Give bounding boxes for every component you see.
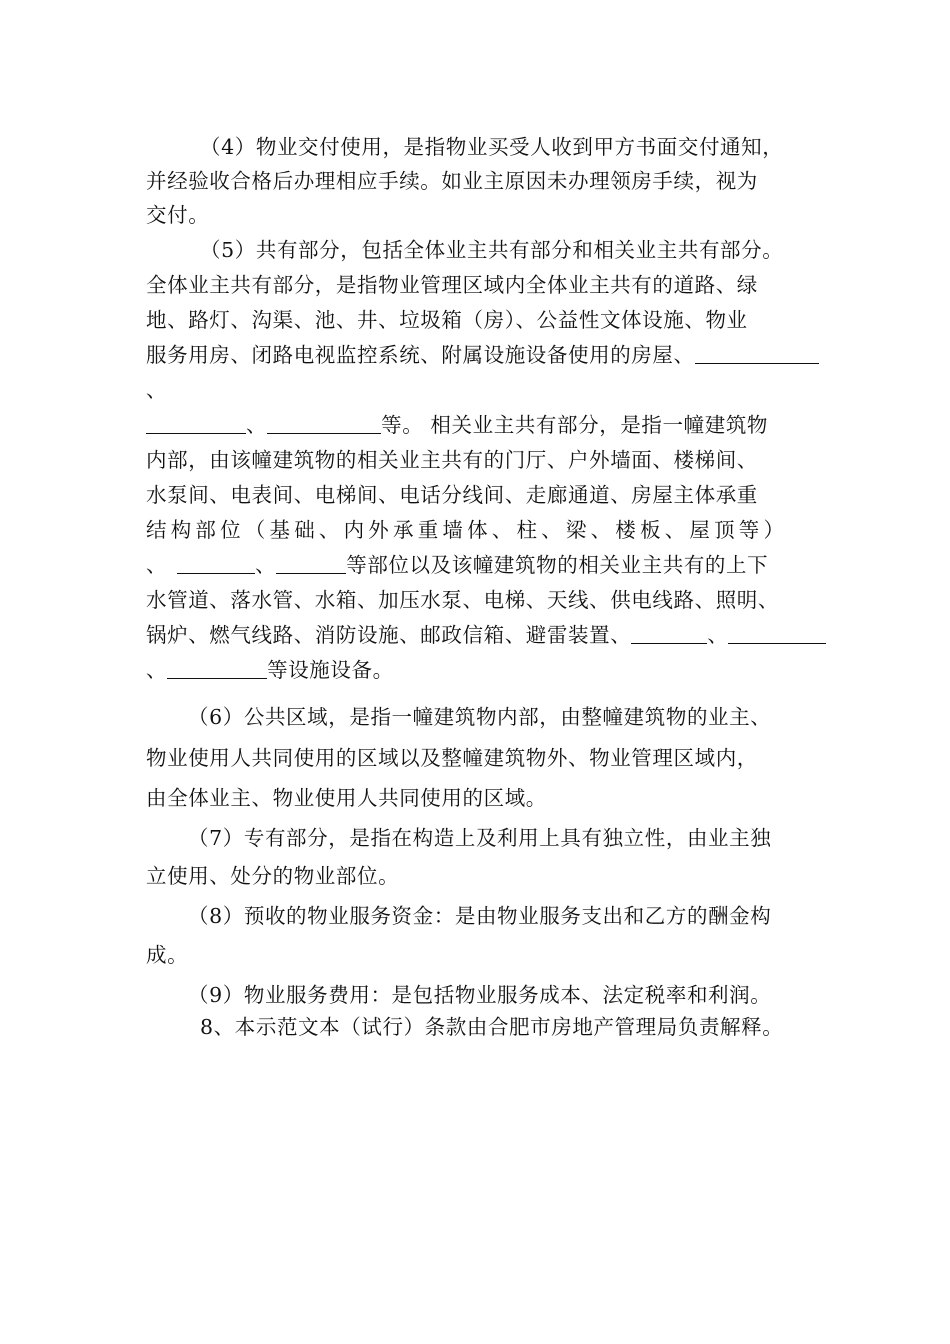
- paragraph-7-line-1: （7）专有部分，是指在构造上及利用上具有独立性，由业主独: [188, 826, 772, 850]
- paragraph-5-line-2: 全体业主共有部分，是指物业管理区域内全体业主共有的道路、绿: [146, 273, 758, 297]
- paragraph-7-line-2: 立使用、处分的物业部位。: [146, 864, 400, 888]
- paragraph-5-line-8: 水泵间、电表间、电梯间、电话分线间、走廊通道、房屋主体承重: [146, 483, 758, 507]
- line-text: 锅炉、燃气线路、消防设施、邮政信箱、避雷装置、: [146, 623, 632, 647]
- paragraph-8-line-1: （8）预收的物业服务资金：是由物业服务支出和乙方的酬金构: [188, 904, 772, 928]
- separator: 、: [255, 553, 277, 577]
- fill-blank[interactable]: [177, 553, 255, 574]
- fill-blank[interactable]: [146, 413, 246, 434]
- fill-blank[interactable]: [631, 623, 707, 644]
- paragraph-5-line-4: [146, 340, 819, 370]
- paragraph-5-line-6: [146, 410, 768, 440]
- paragraph-4-line-1: （4）物业交付使用，是指物业买受人收到甲方书面交付通知，: [200, 135, 784, 159]
- paragraph-5-line-13: [146, 655, 394, 685]
- separator: 、: [146, 553, 168, 577]
- paragraph-5-line-1: （5）共有部分，包括全体业主共有部分和相关业主共有部分。: [200, 238, 784, 262]
- line-text: 等。 相关业主共有部分，是指一幢建筑物: [381, 413, 769, 437]
- paragraph-4-line-3: 交付。: [146, 203, 210, 227]
- paragraph-6-line-3: 由全体业主、物业使用人共同使用的区域。: [146, 786, 547, 810]
- paragraph-5-line-11: 水管道、落水管、水箱、加压水泵、电梯、天线、供电线路、照明、: [146, 588, 779, 612]
- fill-blank[interactable]: [267, 413, 381, 434]
- line-text: 服务用房、闭路电视监控系统、附属设施设备使用的房屋、: [146, 343, 695, 367]
- fill-blank[interactable]: [728, 623, 826, 644]
- separator: 、: [707, 623, 729, 647]
- paragraph-6-line-1: （6）公共区域，是指一幢建筑物内部，由整幢建筑物的业主、: [188, 705, 772, 729]
- paragraph-5-line-5: 、: [146, 378, 168, 402]
- paragraph-5-line-12: [146, 620, 826, 650]
- paragraph-6-line-2: 物业使用人共同使用的区域以及整幢建筑物外、物业管理区域内，: [146, 746, 758, 770]
- paragraph-9: （9）物业服务费用：是包括物业服务成本、法定税率和利润。: [188, 983, 772, 1007]
- paragraph-5-line-10: [146, 550, 768, 580]
- paragraph-4-line-2: 并经验收合格后办理相应手续。如业主原因未办理领房手续，视为: [146, 169, 758, 193]
- line-text: 等部位以及该幢建筑物的相关业主共有的上下: [346, 553, 769, 577]
- fill-blank[interactable]: [695, 343, 819, 364]
- paragraph-8-line-2: 成。: [146, 943, 189, 967]
- paragraph-5-line-7: 内部，由该幢建筑物的相关业主共有的门厅、户外墙面、楼梯间、: [146, 448, 758, 472]
- paragraph-5-line-9: 结构部位（基础、内外承重墙体、柱、梁、楼板、屋顶等）: [146, 518, 789, 542]
- fill-blank[interactable]: [167, 658, 267, 679]
- fill-blank[interactable]: [276, 553, 346, 574]
- separator: 、: [146, 658, 168, 682]
- item-8: 8、本示范文本（试行）条款由合肥市房地产管理局负责解释。: [200, 1015, 784, 1039]
- paragraph-5-line-3: 地、路灯、沟渠、池、井、垃圾箱（房）、公益性文体设施、物业: [146, 308, 748, 332]
- separator: 、: [246, 413, 268, 437]
- line-text: 等设施设备。: [267, 658, 394, 682]
